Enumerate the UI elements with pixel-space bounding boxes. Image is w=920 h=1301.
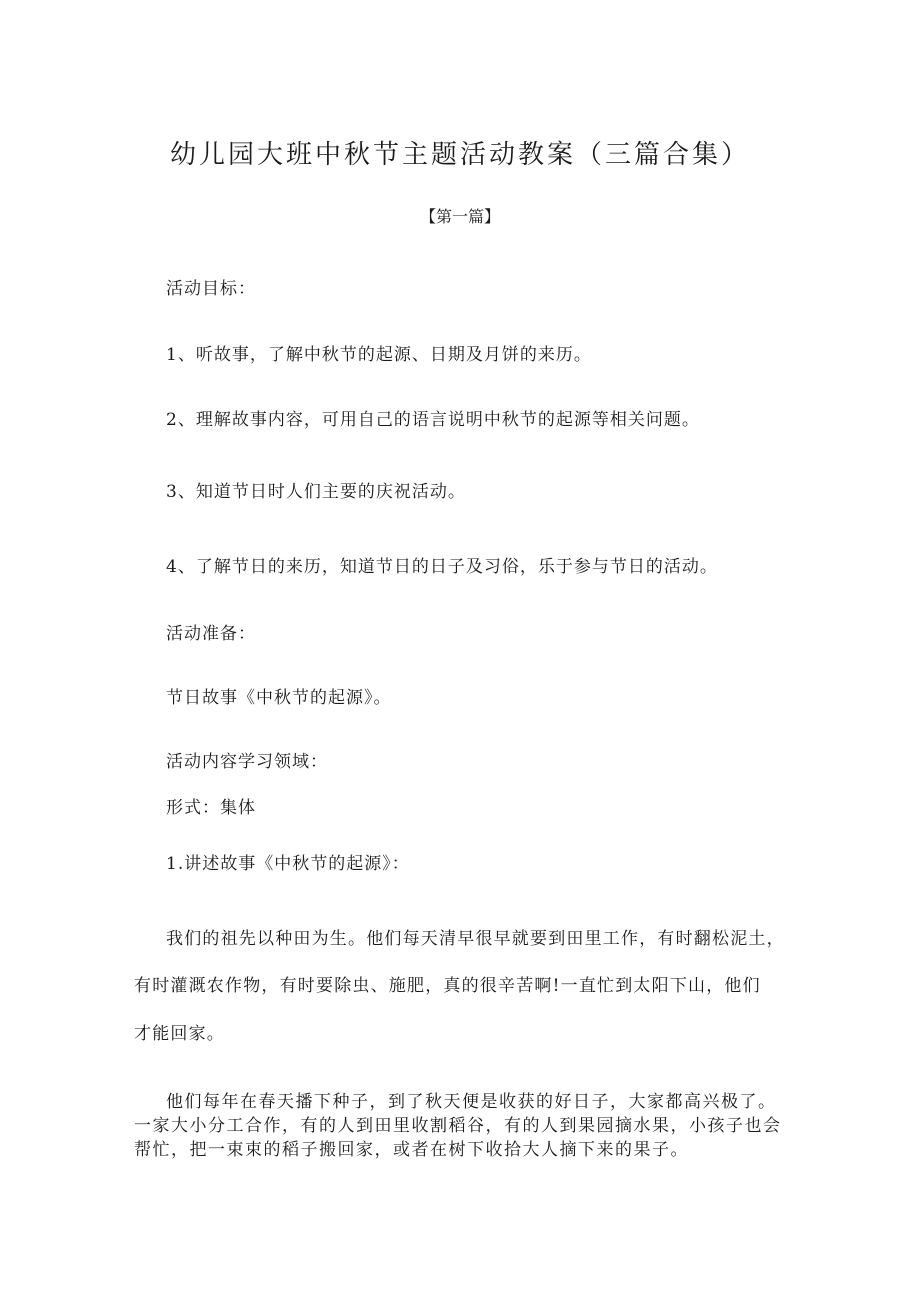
form-text: 形式：集体 (166, 798, 256, 818)
story-paragraph-line: 他们每年在春天播下种子，到了秋天便是收获的好日子，大家都高兴极了。 (166, 1092, 777, 1112)
story-paragraph-line: 才能回家。 (134, 1024, 225, 1044)
goal-item: 1、听故事，了解中秋节的起源、日期及月饼的来历。 (166, 345, 592, 365)
section-heading: 【第一篇】 (419, 207, 500, 226)
prep-heading: 活动准备： (166, 624, 256, 644)
goal-item: 2、理解故事内容，可用自己的语言说明中秋节的起源等相关问题。 (166, 410, 700, 430)
story-paragraph-line: 一家大小分工合作，有的人到田里收割稻谷，有的人到果园摘水果，小孩子也会 (134, 1116, 782, 1136)
story-paragraph-line: 有时灌溉农作物，有时要除虫、施肥，真的很辛苦啊!一直忙到太阳下山，他们 (134, 976, 761, 996)
content-heading: 活动内容学习领域： (166, 752, 328, 772)
prep-text: 节日故事《中秋节的起源》。 (166, 688, 392, 708)
story-paragraph-line: 我们的祖先以种田为生。他们每天清早很早就要到田里工作，有时翻松泥土， (166, 929, 785, 949)
step-heading: 1.讲述故事《中秋节的起源》： (166, 854, 410, 874)
document-title: 幼儿园大班中秋节主题活动教案（三篇合集） (169, 140, 750, 170)
goal-item: 3、知道节日时人们主要的庆祝活动。 (166, 482, 466, 502)
goals-heading: 活动目标： (166, 279, 256, 299)
story-paragraph-line: 帮忙，把一束束的稻子搬回家，或者在树下收拾大人摘下来的果子。 (134, 1140, 689, 1160)
goal-item: 4、了解节日的来历，知道节日的日子及习俗，乐于参与节日的活动。 (166, 557, 718, 577)
